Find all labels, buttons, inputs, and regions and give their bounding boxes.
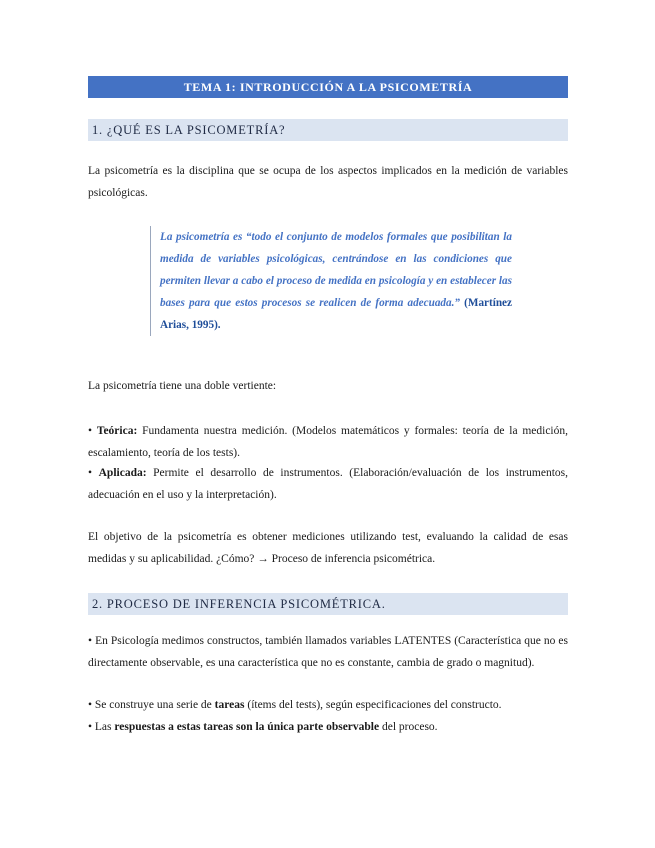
bullet-tareas [88,694,568,716]
bullet-teorica [88,420,568,464]
bullet-respuestas [88,716,568,738]
respuestas-post: del proceso. [379,721,438,733]
aplicada-text: Permite el desarrollo de instrumentos. (Elaboración/evaluación de los instrumentos, adecuación en el uso y la interpretación). [88,467,568,501]
section-heading-2: 2. PROCESO DE INFERENCIA PSICOMÉTRICA. [88,593,568,615]
bullet-mark: • [88,425,93,437]
tareas-bold: tareas [214,699,245,711]
document-title: TEMA 1: INTRODUCCIÓN A LA PSICOMETRÍA [88,76,568,98]
bullet-mark: • [88,467,93,479]
bullet-mark: • [88,721,93,733]
section-heading-1: 1. ¿QUÉ ES LA PSICOMETRÍA? [88,119,568,141]
respuestas-pre: Las [94,721,115,733]
bullet-constructos [88,630,568,674]
aplicada-label: Aplicada: [98,467,147,479]
objetivo-paragraph: El objetivo de la psicometría es obtener mediciones utilizando test, evaluando la calidad de esas medidas y su aplicabilidad. ¿Cómo? → Proceso de inferencia psicométrica. [88,531,568,565]
tareas-pre: Se construye una serie de [94,699,215,711]
respuestas-bold: respuestas a estas tareas son la única parte observable [114,721,380,733]
intro-paragraph: La psicometría es la disciplina que se ocupa de los aspectos implicados en la medición de variables psicológicas. [88,165,568,199]
bullet-mark: • [88,699,93,711]
definition-quote [150,226,512,336]
quote-citation: (Martínez Arias, 1995). [160,297,512,331]
constructos-text: En Psicología medimos constructos, también llamados variables LATENTES (Característica que no es directamente observable, es una característica que no es constante, cambia de grado o magnitud). [88,635,569,669]
bullet-aplicada [88,462,568,506]
bullet-mark: • [88,635,93,647]
tareas-post: (ítems del tests), según especificaciones del constructo. [244,699,502,711]
quote-text: La psicometría es “todo el conjunto de modelos formales que posibilitan la medida de variables psicológicas, centrándose en las condiciones que permiten llevar a cabo el proceso de medida en psicología y en establecer las bases para que estos procesos se realicen de forma adecuada.” [160,231,512,309]
teorica-text: Fundamenta nuestra medición. (Modelos matemáticos y formales: teoría de la medición, escalamiento, teoría de los tests). [88,425,569,459]
doble-vertiente-paragraph: La psicometría tiene una doble vertiente: [88,380,277,392]
teorica-label: Teórica: [96,425,138,437]
